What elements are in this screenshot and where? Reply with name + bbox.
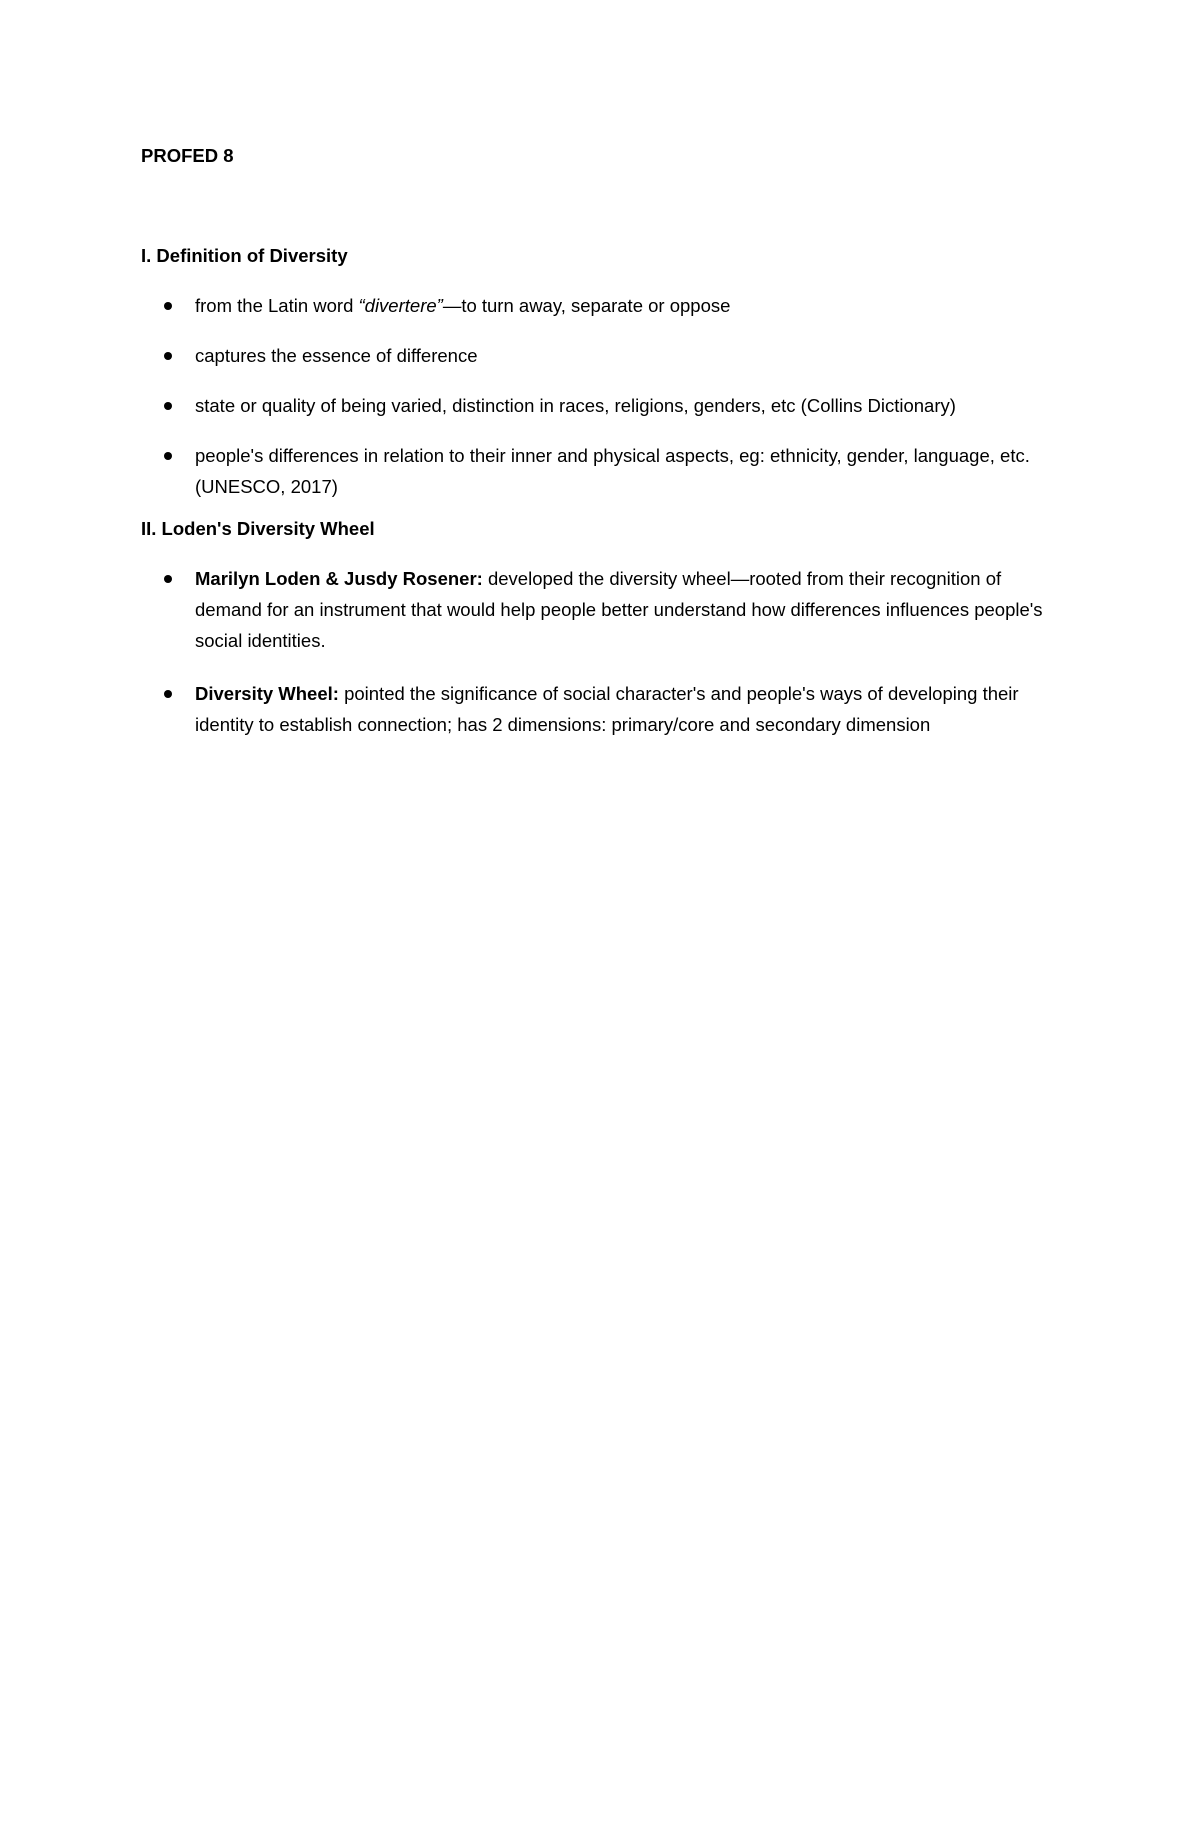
list-item (141, 678, 1071, 740)
section-heading-definition: I. Definition of Diversity (141, 245, 348, 266)
item-text: people's differences in relation to their inner and physical aspects, eg: ethnicity, gender, language, etc. (UNESCO, 2017) (195, 445, 1030, 497)
bullet-icon (164, 352, 172, 360)
diversity-wheel-bullet-list (141, 563, 1071, 740)
item-text: captures the essence of difference (195, 345, 478, 366)
item-term: Diversity Wheel: (195, 683, 339, 704)
list-item (141, 340, 1071, 371)
bullet-icon (164, 575, 172, 583)
item-text: pointed the significance of social character's and people's ways of developing their identity to establish connection; has 2 dimensions: primary/core and secondary dimension (195, 683, 1019, 735)
section-heading-diversity-wheel: II. Loden's Diversity Wheel (141, 518, 375, 539)
item-text: developed the diversity wheel—rooted from their recognition of demand for an instrument that would help people better understand how differences influences people's social identities. (195, 568, 1043, 651)
latin-term: “divertere” (358, 295, 443, 316)
bullet-icon (164, 402, 172, 410)
bullet-icon (164, 690, 172, 698)
list-item (141, 290, 1071, 321)
item-term: Marilyn Loden & Jusdy Rosener: (195, 568, 483, 589)
item-text: from the Latin word (195, 295, 359, 316)
bullet-icon (164, 452, 172, 460)
document-title: PROFED 8 (141, 145, 234, 166)
item-text: state or quality of being varied, distinction in races, religions, genders, etc (Collins Dictionary) (195, 395, 956, 416)
document-body (141, 140, 1071, 740)
item-text: —to turn away, separate or oppose (442, 295, 731, 316)
list-item (141, 440, 1071, 502)
list-item (141, 563, 1071, 656)
definition-bullet-list (141, 290, 1071, 502)
bullet-icon (164, 302, 172, 310)
list-item (141, 390, 1071, 421)
